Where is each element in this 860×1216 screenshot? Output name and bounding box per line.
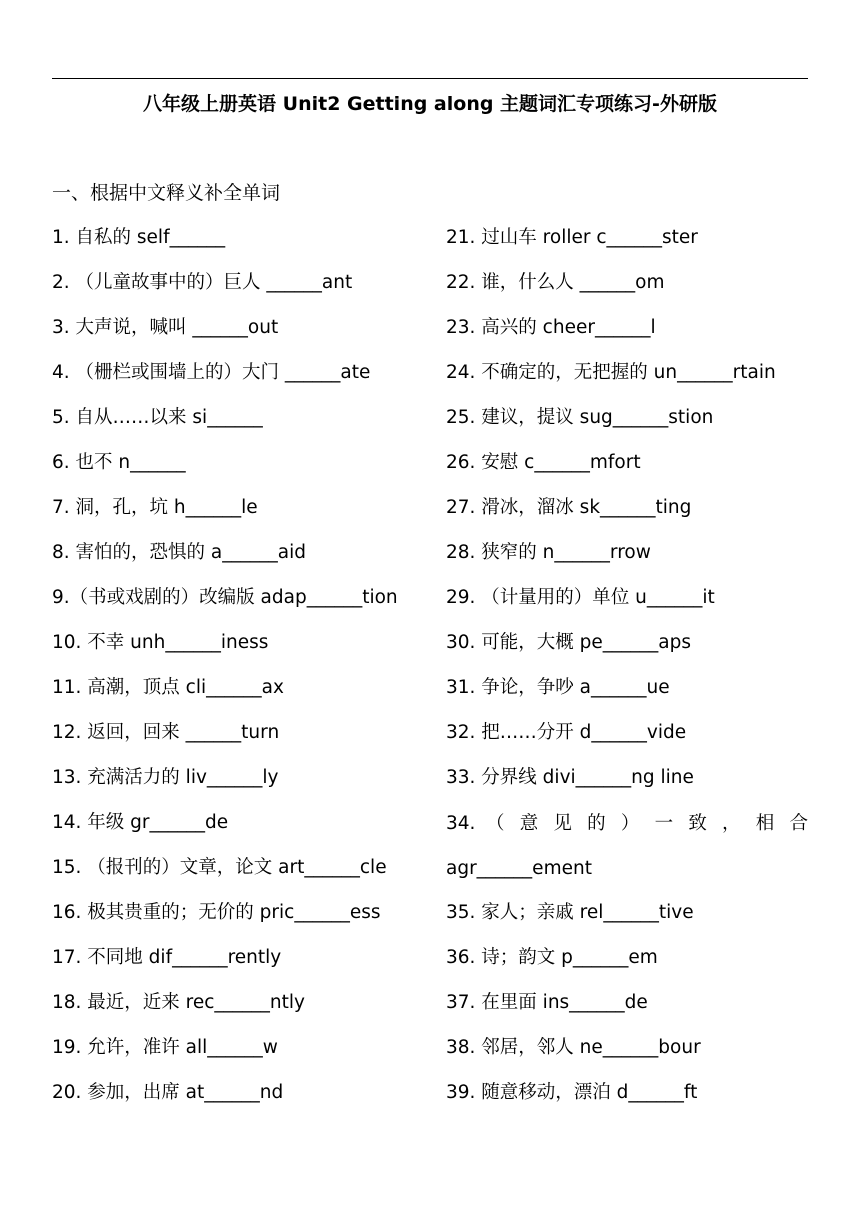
exercise-item-23: 23. 高兴的 cheer______l: [446, 317, 656, 338]
exercise-item-33: 33. 分界线 divi______ng line: [446, 767, 694, 788]
exercise-item-28: 28. 狭窄的 n______rrow: [446, 542, 651, 563]
exercise-item-11: 11. 高潮，顶点 cli______ax: [52, 677, 284, 698]
top-rule: [52, 78, 808, 79]
exercise-item-37: 37. 在里面 ins______de: [446, 992, 648, 1013]
exercise-item-1: 1. 自私的 self______: [52, 227, 226, 248]
exercise-item-27: 27. 滑冰，溜冰 sk______ting: [446, 497, 692, 518]
exercise-item-39: 39. 随意移动，漂泊 d______ft: [446, 1082, 698, 1103]
exercise-item-32: 32. 把……分开 d______vide: [446, 722, 687, 743]
exercise-item-16: 16. 极其贵重的；无价的 pric______ess: [52, 902, 381, 923]
exercise-item-12: 12. 返回，回来 ______turn: [52, 722, 280, 743]
exercise-item-35: 35. 家人；亲戚 rel______tive: [446, 902, 694, 923]
exercise-item-20: 20. 参加，出席 at______nd: [52, 1082, 284, 1103]
exercise-item-2: 2. （儿童故事中的）巨人 ______ant: [52, 272, 353, 293]
section-heading: 一、根据中文释义补全单词: [52, 182, 281, 204]
exercise-item-3: 3. 大声说，喊叫 ______out: [52, 317, 279, 338]
exercise-item-10: 10. 不幸 unh______iness: [52, 632, 269, 653]
exercise-item-19: 19. 允许，准许 all______w: [52, 1037, 278, 1058]
exercise-item-8: 8. 害怕的，恐惧的 a______aid: [52, 542, 306, 563]
right-column: [446, 224, 808, 1124]
exercise-item-29: 29. （计量用的）单位 u______it: [446, 587, 715, 608]
exercise-item-13: 13. 充满活力的 liv______ly: [52, 767, 279, 788]
exercise-item-6: 6. 也不 n______: [52, 452, 186, 473]
exercise-item-25: 25. 建议，提议 sug______stion: [446, 407, 714, 428]
exercise-item-22: 22. 谁，什么人 ______om: [446, 272, 665, 293]
exercise-item-26: 26. 安慰 c______mfort: [446, 452, 641, 473]
left-column: [52, 224, 437, 1124]
exercise-item-34-line1: 34. （ 意 见 的 ） 一 致 ， 相 合: [446, 813, 808, 834]
exercise-item-21: 21. 过山车 roller c______ster: [446, 227, 698, 248]
exercise-item-4: 4. （栅栏或围墙上的）大门 ______ate: [52, 362, 371, 383]
exercise-item-14: 14. 年级 gr______de: [52, 812, 229, 833]
exercise-item-30: 30. 可能，大概 pe______aps: [446, 632, 692, 653]
exercise-item-34-line2: agr______ement: [446, 858, 592, 879]
exercise-item-5: 5. 自从……以来 si______: [52, 407, 263, 428]
exercise-item-17: 17. 不同地 dif______rently: [52, 947, 282, 968]
exercise-item-7: 7. 洞，孔，坑 h______le: [52, 497, 258, 518]
exercise-item-15: 15. （报刊的）文章，论文 art______cle: [52, 857, 387, 878]
exercise-item-18: 18. 最近，近来 rec______ntly: [52, 992, 306, 1013]
document-title: 八年级上册英语 Unit2 Getting along 主题词汇专项练习-外研版: [143, 93, 717, 115]
exercise-item-34: [446, 801, 808, 891]
exercise-item-36: 36. 诗；韵文 p______em: [446, 947, 658, 968]
exercise-item-24: 24. 不确定的，无把握的 un______rtain: [446, 362, 776, 383]
exercise-item-38: 38. 邻居，邻人 ne______bour: [446, 1037, 701, 1058]
exercise-item-9: 9.（书或戏剧的）改编版 adap______tion: [52, 587, 398, 608]
exercise-item-31: 31. 争论，争吵 a______ue: [446, 677, 670, 698]
